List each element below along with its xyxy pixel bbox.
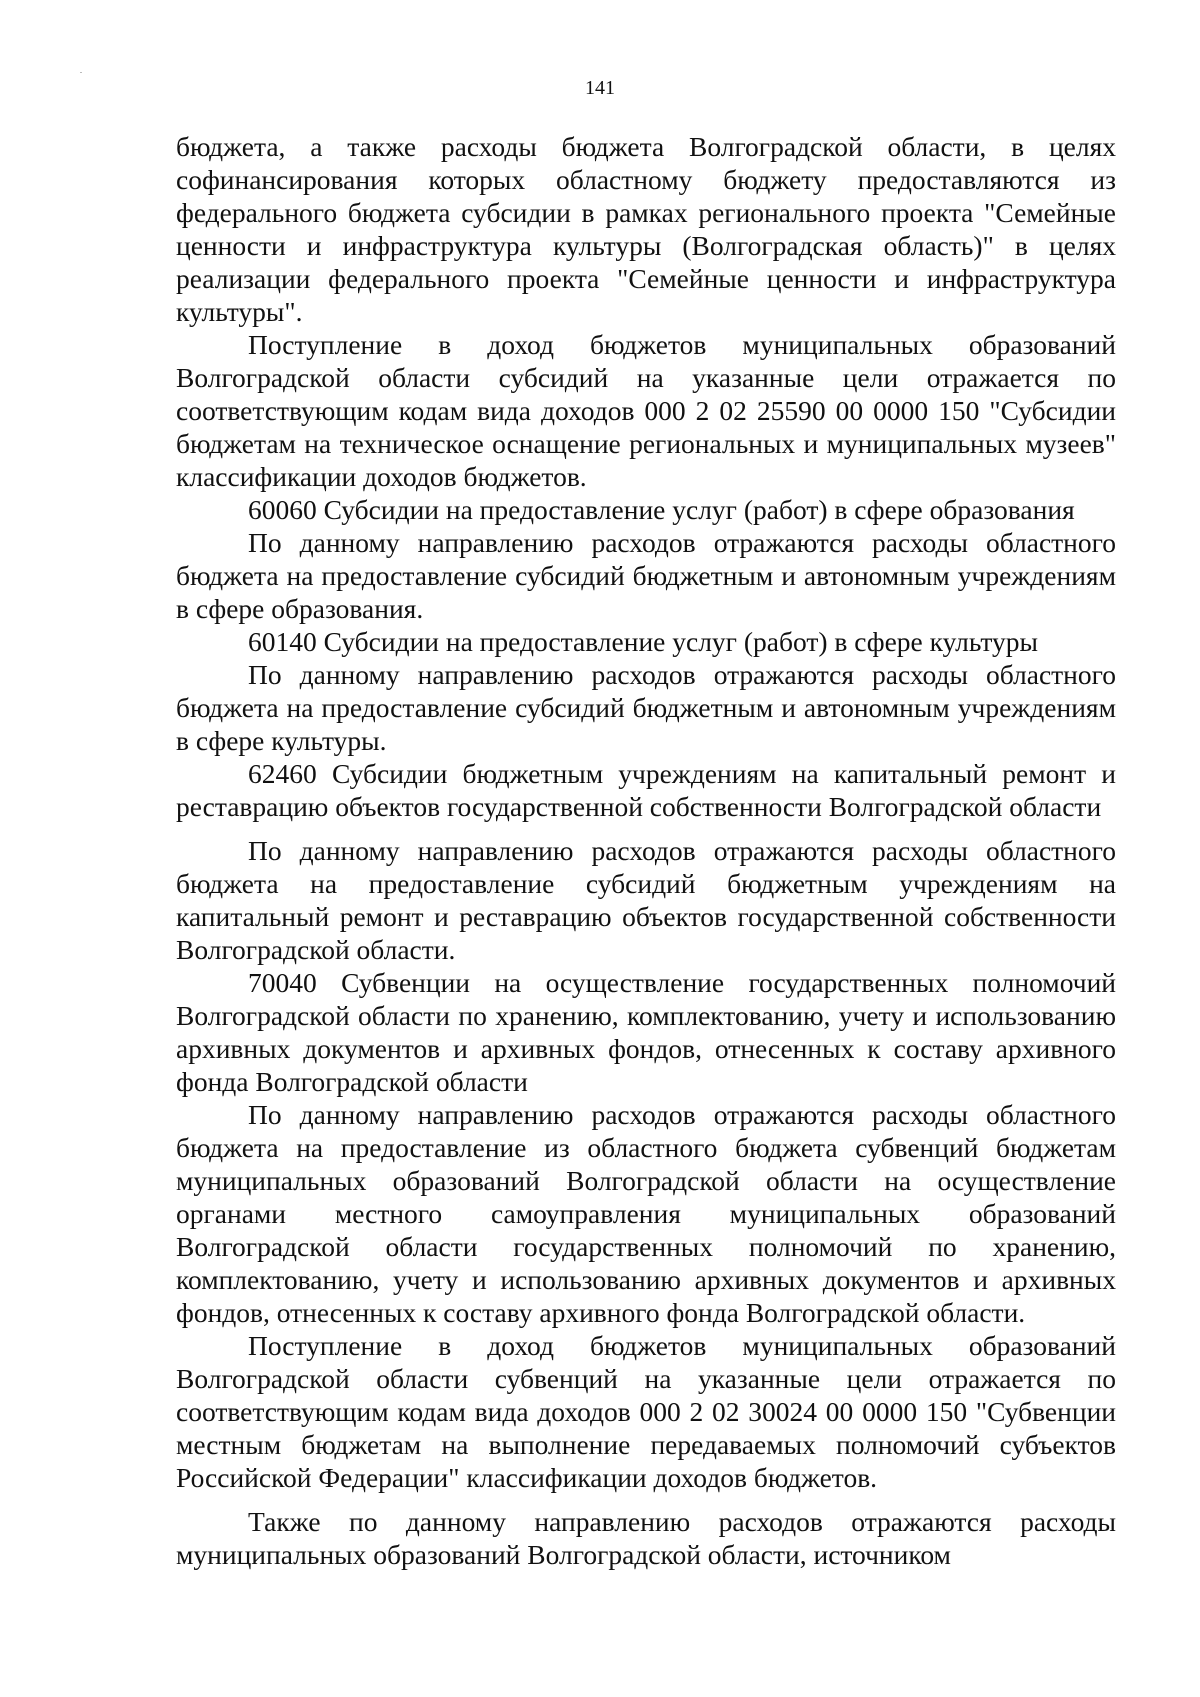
heading-60060: 60060 Субсидии на предоставление услуг (работ) в сфере образования — [248, 494, 1075, 525]
heading-62460: 62460 Субсидии бюджетным учреждениям на капитальный ремонт и реставрацию объектов государственной собственности Волгоградской области — [176, 758, 1116, 822]
paragraph-62460-description: По данному направлению расходов отражаются расходы областного бюджета на предоставление субсидий бюджетным учреждениям на капитальный ремонт и реставрацию объектов государственной собственности Волгоградской области. — [176, 835, 1116, 965]
heading-70040: 70040 Субвенции на осуществление государственных полномочий Волгоградской области по хранению, комплектованию, учету и использованию архивных документов и архивных фондов, отнесенных к составу архивного фонда Волгоградской области — [176, 967, 1116, 1097]
heading-60140: 60140 Субсидии на предоставление услуг (работ) в сфере культуры — [248, 626, 1038, 657]
paragraph-60140-description: По данному направлению расходов отражаются расходы областного бюджета на предоставление субсидий бюджетным и автономным учреждениям в сфере культуры. — [176, 659, 1116, 756]
paragraph-revenue-subsidies-museums: Поступление в доход бюджетов муниципальных образований Волгоградской области субсидий на указанные цели отражается по соответствующим кодам вида доходов 000 2 02 25590 00 0000 150 "Субсидии бюджетам на техническое оснащение региональных и муниципальных музеев" классификации доходов бюджетов. — [176, 329, 1116, 492]
document-body — [176, 130, 1116, 1571]
paragraph-70040-description: По данному направлению расходов отражаются расходы областного бюджета на предоставление из областного бюджета субвенций бюджетам муниципальных образований Волгоградской области на осуществление органами местного самоуправления муниципальных образований Волгоградской области государственных полномочий по хранению, комплектованию, учету и использованию архивных документов и архивных фондов, отнесенных к составу архивного фонда Волгоградской области. — [176, 1099, 1116, 1328]
paragraph-revenue-subventions: Поступление в доход бюджетов муниципальных образований Волгоградской области субвенций на указанные цели отражается по соответствующим кодам вида доходов 000 2 02 30024 00 0000 150 "Субвенции местным бюджетам на выполнение передаваемых полномочий субъектов Российской Федерации" классификации доходов бюджетов. — [176, 1330, 1116, 1493]
page-number: 141 — [585, 77, 615, 99]
paragraph-also-expenses: Также по данному направлению расходов отражаются расходы муниципальных образований Волгоградской области, источником — [176, 1506, 1116, 1570]
paragraph-60060-description: По данному направлению расходов отражаются расходы областного бюджета на предоставление субсидий бюджетным и автономным учреждениям в сфере образования. — [176, 527, 1116, 624]
paragraph-continuation: бюджета, а также расходы бюджета Волгоградской области, в целях софинансирования которых областному бюджету предоставляются из федерального бюджета субсидии в рамках регионального проекта "Семейные ценности и инфраструктура культуры (Волгоградская область)" в целях реализации федерального проекта "Семейные ценности и инфраструктура культуры". — [176, 131, 1116, 327]
scan-speck — [80, 72, 82, 73]
